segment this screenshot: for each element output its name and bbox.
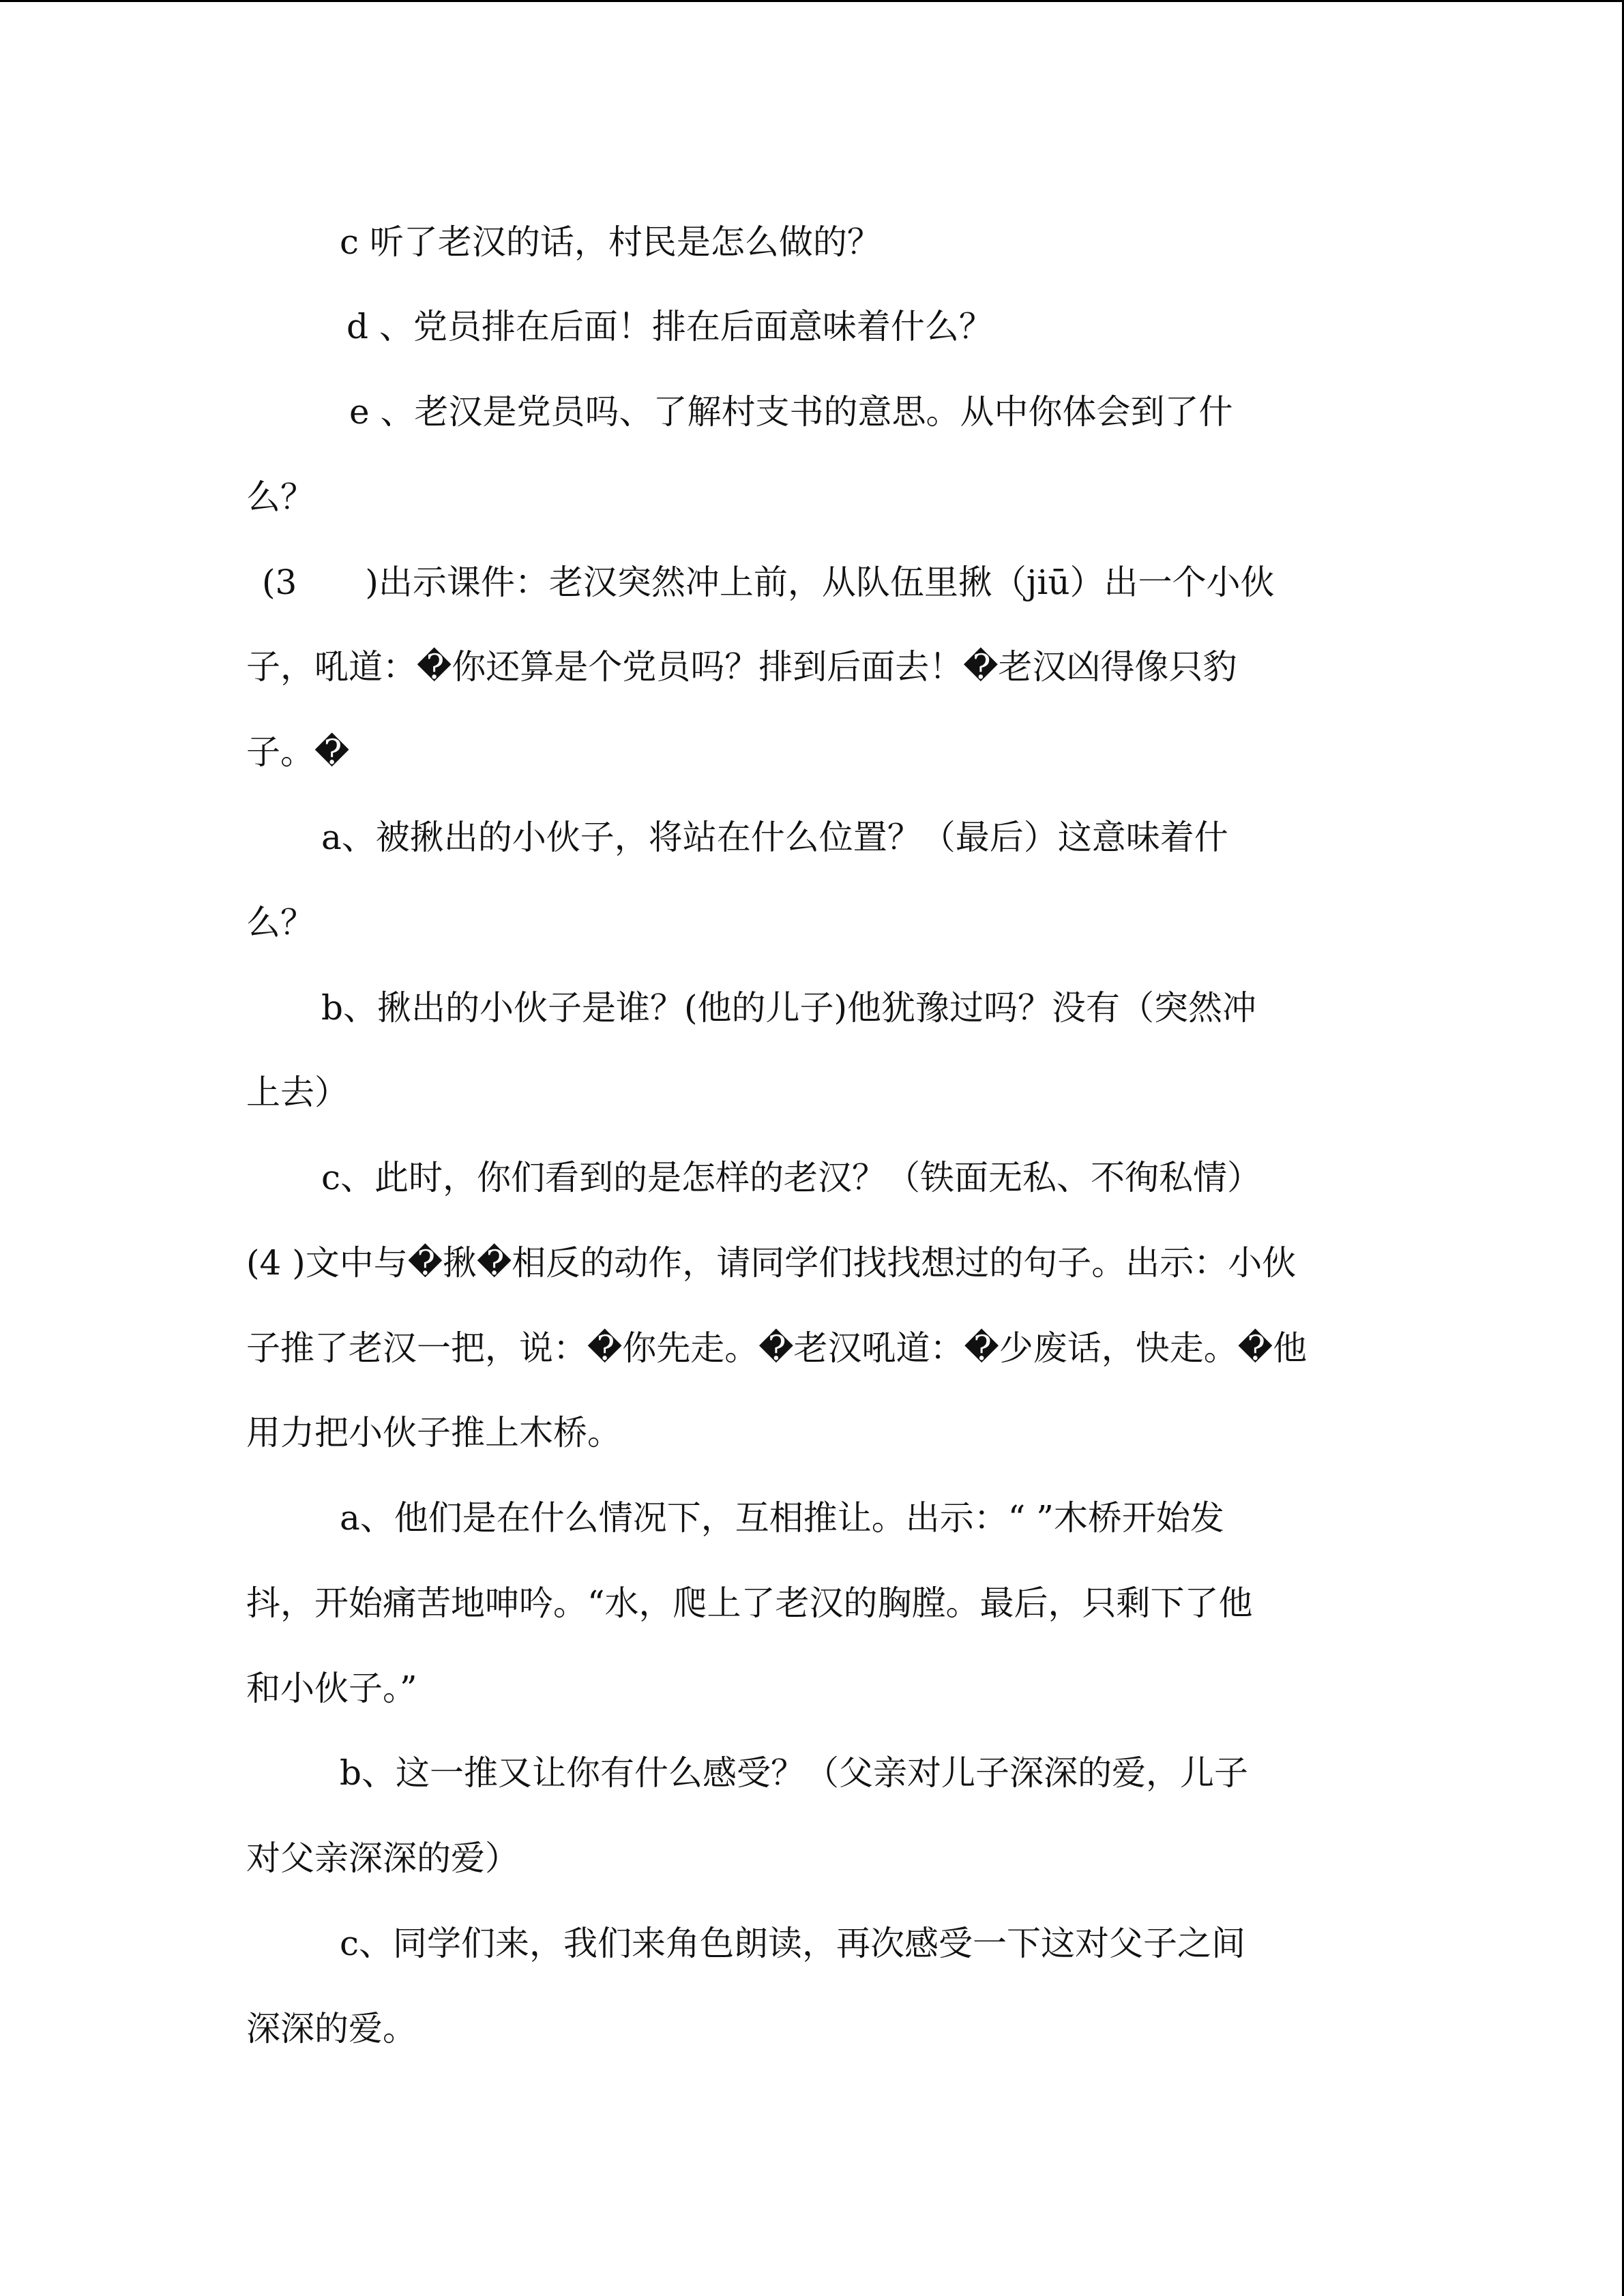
question-e-line-2: 么？ bbox=[246, 477, 314, 517]
question-a2-line-2: 抖，开始痛苦地呻吟。“水，爬上了老汉的胸膛。最后，只剩下了他 bbox=[246, 1583, 1253, 1623]
question-a2-line-3: 和小伙子。” bbox=[246, 1669, 417, 1708]
question-c3-line-1: c、同学们来，我们来角色朗读，再次感受一下这对父子之间 bbox=[340, 1924, 1246, 1963]
question-d-line: d 、党员排在后面！排在后面意味着什么？ bbox=[346, 307, 993, 346]
question-a2-line-1: a、他们是在什么情况下，互相推让。出示：“ ”木桥开始发 bbox=[340, 1498, 1224, 1538]
question-b-line-2: 上去） bbox=[246, 1073, 349, 1112]
step-4-line-2: 子推了老汉一把，说：�你先走。�老汉吼道：�少废话，快走。�他 bbox=[246, 1328, 1308, 1368]
question-c-line: c 听了老汉的话，村民是怎么做的？ bbox=[340, 222, 881, 262]
step-3-line-2: 子，吼道：�你还算是个党员吗？排到后面去！�老汉凶得像只豹 bbox=[246, 647, 1237, 687]
page-top-border bbox=[0, 0, 1624, 2]
step-3-line-3: 子。� bbox=[246, 732, 350, 772]
question-a-line-1: a、被揪出的小伙子，将站在什么位置？（最后）这意味着什 bbox=[321, 818, 1228, 857]
question-a-line-2: 么？ bbox=[246, 903, 314, 942]
step-3-line-1: (3 )出示课件：老汉突然冲上前，从队伍里揪（jiū）出一个小伙 bbox=[262, 563, 1275, 602]
question-c3-line-2: 深深的爱。 bbox=[246, 2009, 417, 2048]
question-b2-line-2: 对父亲深深的爱） bbox=[246, 1838, 519, 1878]
question-c2-line: c、此时，你们看到的是怎样的老汉？（铁面无私、不徇私情） bbox=[321, 1158, 1262, 1197]
step-4-line-1: (4 )文中与�揪�相反的动作，请同学们找找想过的句子。出示：小伙 bbox=[246, 1243, 1297, 1283]
question-b2-line-1: b、这一推又让你有什么感受？（父亲对儿子深深的爱，儿子 bbox=[340, 1753, 1249, 1793]
step-4-line-3: 用力把小伙子推上木桥。 bbox=[246, 1413, 621, 1452]
question-e-line-1: e 、老汉是党员吗、了解村支书的意思。从中你体会到了什 bbox=[349, 392, 1233, 432]
question-b-line-1: b、揪出的小伙子是谁？(他的儿子)他犹豫过吗？没有（突然冲 bbox=[321, 988, 1257, 1028]
